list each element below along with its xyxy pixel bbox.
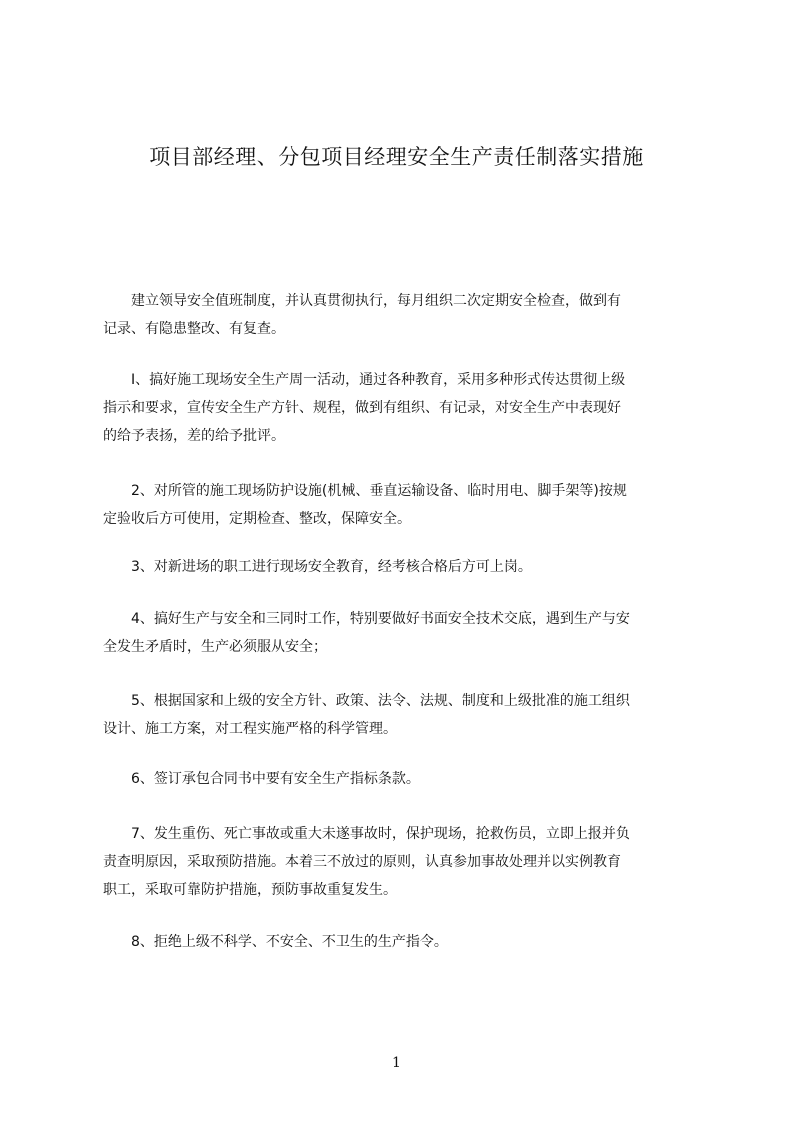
paragraph-item-7 bbox=[103, 820, 713, 904]
paragraph-line: 5、根据国家和上级的安全方针、政策、法令、法规、制度和上级批准的施工组织 bbox=[103, 693, 630, 709]
paragraph-line: 6、签订承包合同书中要有安全生产指标条款。 bbox=[103, 771, 420, 787]
paragraph-item-2 bbox=[103, 477, 713, 533]
paragraph-line: 记录、有隐患整改、有复查。 bbox=[103, 321, 285, 337]
paragraph-line: 定验收后方可使用，定期检查、整改，保障安全。 bbox=[103, 511, 411, 527]
page-number: 1 bbox=[392, 1055, 401, 1071]
paragraph-intro bbox=[103, 287, 713, 343]
paragraph-line: 建立领导安全值班制度，并认真贯彻执行，每月组织二次定期安全检查，做到有 bbox=[103, 293, 621, 309]
paragraph-line: 7、发生重伤、死亡事故或重大未遂事故时，保护现场，抢救伤员，立即上报并负 bbox=[103, 826, 630, 842]
paragraph-item-5 bbox=[103, 687, 713, 743]
paragraph-line: 全发生矛盾时，生产必须服从安全； bbox=[103, 639, 327, 655]
paragraph-line: 8、拒绝上级不科学、不安全、不卫生的生产指令。 bbox=[103, 934, 448, 950]
paragraph-item-1 bbox=[103, 366, 713, 450]
paragraph-item-6 bbox=[103, 765, 713, 793]
paragraph-line: 4、搞好生产与安全和三同时工作，特别要做好书面安全技术交底，遇到生产与安 bbox=[103, 611, 630, 627]
paragraph-item-3 bbox=[103, 553, 713, 581]
paragraph-item-8 bbox=[103, 928, 713, 956]
paragraph-line: 责查明原因，采取预防措施。本着三不放过的原则，认真参加事故处理并以实例教育 bbox=[103, 854, 621, 870]
paragraph-line: 3、对新进场的职工进行现场安全教育，经考核合格后方可上岗。 bbox=[103, 559, 532, 575]
paragraph-line: 指示和要求，宣传安全生产方针、规程，做到有组织、有记录，对安全生产中表现好 bbox=[103, 400, 621, 416]
paragraph-line: 设计、施工方案，对工程实施严格的科学管理。 bbox=[103, 721, 397, 737]
document-title: 项目部经理、分包项目经理安全生产责任制落实措施 bbox=[149, 145, 644, 169]
paragraph-line: 的给予表扬，差的给予批评。 bbox=[103, 428, 285, 444]
paragraph-line: I、搞好施工现场安全生产周一活动，通过各种教育，采用多种形式传达贯彻上级 bbox=[103, 372, 626, 388]
paragraph-line: 职工，采取可靠防护措施，预防事故重复发生。 bbox=[103, 882, 397, 898]
paragraph-line: 2、对所管的施工现场防护设施(机械、垂直运输设备、临时用电、脚手架等)按规 bbox=[103, 483, 627, 499]
paragraph-item-4 bbox=[103, 605, 713, 661]
